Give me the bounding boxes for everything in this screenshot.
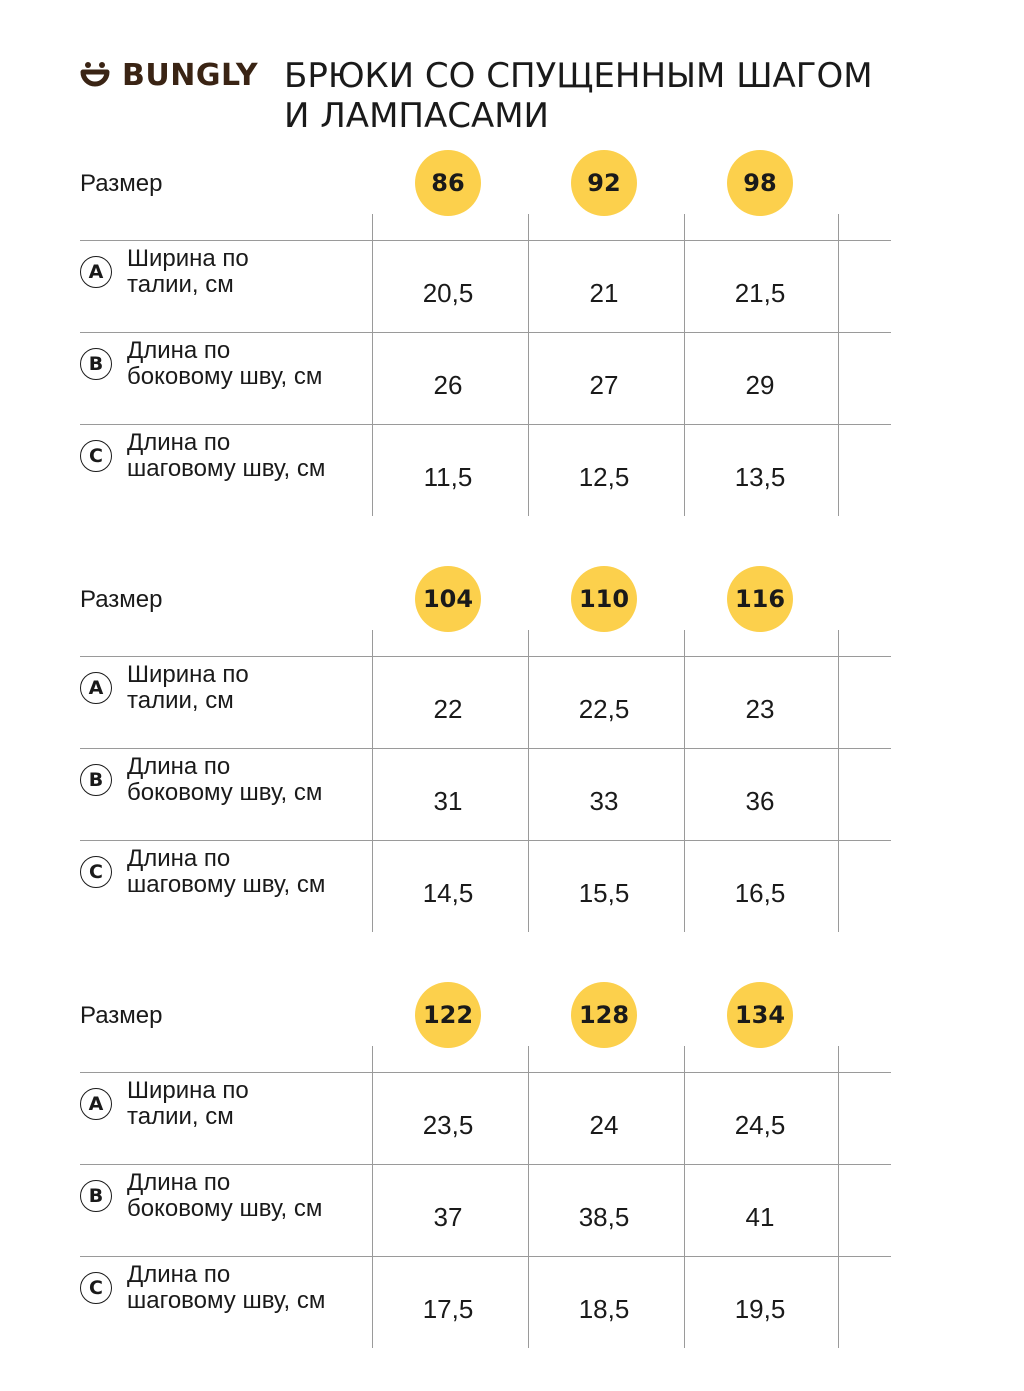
row-divider bbox=[80, 656, 891, 657]
row-letter-badge: C bbox=[80, 856, 112, 888]
row-label bbox=[127, 430, 372, 482]
row-letter-badge: A bbox=[80, 1088, 112, 1120]
cell-value: 22 bbox=[433, 694, 463, 724]
cell-value: 18,5 bbox=[578, 1294, 630, 1324]
cell-value: 23 bbox=[745, 694, 775, 724]
row-label bbox=[127, 1262, 372, 1314]
row-label-line-1: Длина по bbox=[127, 845, 231, 872]
row-label-line-1: Ширина по bbox=[127, 1077, 249, 1104]
cell-value: 21,5 bbox=[734, 278, 786, 308]
size-badge: 134 bbox=[727, 982, 793, 1048]
row-letter-badge: B bbox=[80, 1180, 112, 1212]
row-label bbox=[127, 662, 372, 714]
row-label bbox=[127, 338, 372, 390]
row-label-line-2: шаговому шву, см bbox=[127, 455, 326, 482]
row-divider bbox=[80, 1164, 891, 1165]
title-line-1: БРЮКИ СО СПУЩЕННЫМ ШАГОМ bbox=[284, 56, 873, 96]
row-letter-badge: B bbox=[80, 764, 112, 796]
smile-logo-icon bbox=[80, 61, 110, 91]
row-label-line-1: Длина по bbox=[127, 1169, 231, 1196]
size-label: Размер bbox=[80, 586, 163, 613]
column-divider bbox=[838, 214, 839, 516]
size-label: Размер bbox=[80, 170, 163, 197]
row-label-line-1: Длина по bbox=[127, 337, 231, 364]
row-divider bbox=[80, 1256, 891, 1257]
size-badge: 86 bbox=[415, 150, 481, 216]
cell-value: 11,5 bbox=[423, 462, 473, 492]
cell-value: 17,5 bbox=[422, 1294, 474, 1324]
column-divider bbox=[838, 630, 839, 932]
cell-value: 16,5 bbox=[734, 878, 786, 908]
row-label-line-1: Длина по bbox=[127, 429, 231, 456]
row-label-line-1: Ширина по bbox=[127, 661, 249, 688]
row-divider bbox=[80, 748, 891, 749]
row-label bbox=[127, 1170, 372, 1222]
column-divider bbox=[838, 1046, 839, 1348]
row-label bbox=[127, 846, 372, 898]
cell-value: 26 bbox=[433, 370, 463, 400]
size-label: Размер bbox=[80, 1002, 163, 1029]
cell-value: 27 bbox=[589, 370, 619, 400]
cell-value: 21 bbox=[589, 278, 619, 308]
row-label-line-2: шаговому шву, см bbox=[127, 1287, 326, 1314]
cell-value: 24 bbox=[589, 1110, 619, 1140]
row-label-line-2: талии, см bbox=[127, 271, 234, 298]
row-label-line-2: боковому шву, см bbox=[127, 1195, 323, 1222]
cell-value: 29 bbox=[745, 370, 775, 400]
cell-value: 12,5 bbox=[578, 462, 630, 492]
cell-value: 37 bbox=[433, 1202, 463, 1232]
row-label-line-2: боковому шву, см bbox=[127, 363, 323, 390]
size-badge: 98 bbox=[727, 150, 793, 216]
cell-value: 22,5 bbox=[578, 694, 630, 724]
row-label-line-1: Ширина по bbox=[127, 245, 249, 272]
row-letter-badge: C bbox=[80, 1272, 112, 1304]
row-divider bbox=[80, 332, 891, 333]
size-badge: 110 bbox=[571, 566, 637, 632]
cell-value: 19,5 bbox=[734, 1294, 786, 1324]
row-label bbox=[127, 1078, 372, 1130]
row-letter-badge: A bbox=[80, 256, 112, 288]
row-label bbox=[127, 246, 372, 298]
cell-value: 38,5 bbox=[578, 1202, 630, 1232]
cell-value: 24,5 bbox=[734, 1110, 786, 1140]
size-badge: 128 bbox=[571, 982, 637, 1048]
row-label-line-2: талии, см bbox=[127, 687, 234, 714]
cell-value: 41 bbox=[745, 1202, 775, 1232]
row-label-line-1: Длина по bbox=[127, 753, 231, 780]
row-letter-badge: A bbox=[80, 672, 112, 704]
brand-name: BUNGLY bbox=[122, 58, 259, 93]
row-divider bbox=[80, 240, 891, 241]
cell-value: 14,5 bbox=[422, 878, 474, 908]
row-divider bbox=[80, 1072, 891, 1073]
row-label-line-1: Длина по bbox=[127, 1261, 231, 1288]
row-label-line-2: шаговому шву, см bbox=[127, 871, 326, 898]
cell-value: 20,5 bbox=[422, 278, 474, 308]
size-badge: 122 bbox=[415, 982, 481, 1048]
cell-value: 31 bbox=[433, 786, 463, 816]
brand-logo bbox=[80, 60, 258, 92]
size-badge: 92 bbox=[571, 150, 637, 216]
row-divider bbox=[80, 840, 891, 841]
cell-value: 36 bbox=[745, 786, 775, 816]
title-line-2: И ЛАМПАСАМИ bbox=[284, 96, 549, 136]
page-title bbox=[284, 56, 873, 136]
row-letter-badge: B bbox=[80, 348, 112, 380]
cell-value: 13,5 bbox=[734, 462, 786, 492]
cell-value: 23,5 bbox=[422, 1110, 474, 1140]
row-letter-badge: C bbox=[80, 440, 112, 472]
cell-value: 33 bbox=[589, 786, 619, 816]
row-label-line-2: талии, см bbox=[127, 1103, 234, 1130]
cell-value: 15,5 bbox=[578, 878, 630, 908]
size-badge: 104 bbox=[415, 566, 481, 632]
row-divider bbox=[80, 424, 891, 425]
row-label-line-2: боковому шву, см bbox=[127, 779, 323, 806]
size-badge: 116 bbox=[727, 566, 793, 632]
row-label bbox=[127, 754, 372, 806]
